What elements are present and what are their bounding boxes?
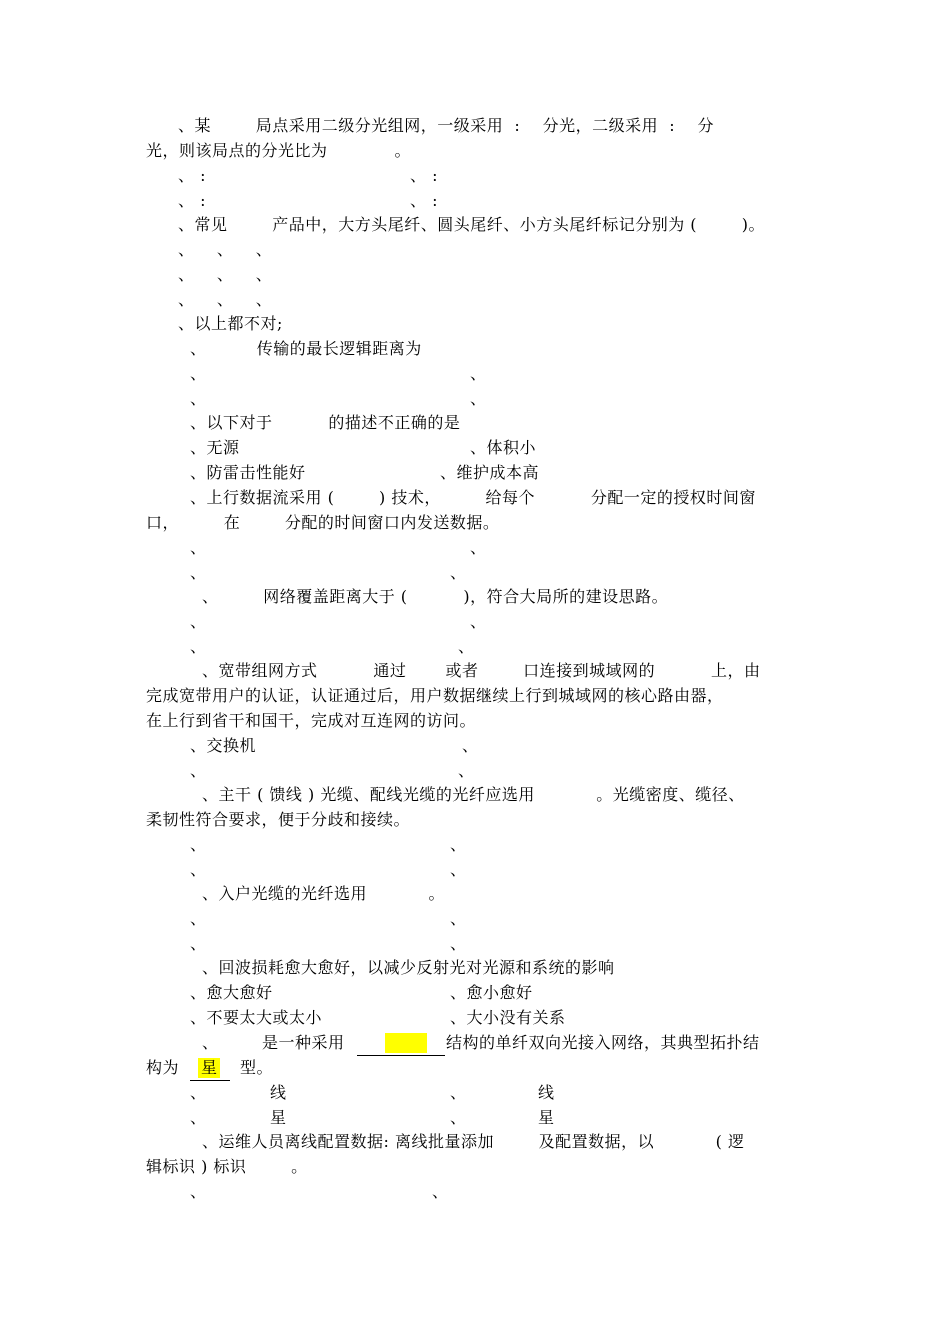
answer-blank <box>357 1055 445 1056</box>
q-line: 光，则该局点的分光比为 。 <box>146 141 412 160</box>
option: 、 <box>190 909 207 928</box>
q-line: 在上行到省干和国干，完成对互连网的访问。 <box>146 711 477 730</box>
q-line: 辑标识 ) 标识 。 <box>146 1157 308 1176</box>
option: 、 <box>190 835 207 854</box>
q-line: 、运维人员离线配置数据: 离线批量添加 及配置数据，以 ( 逻 <box>202 1132 745 1151</box>
q-text: 是一种采用 <box>262 1033 345 1052</box>
option: 、愈小愈好 <box>450 983 533 1002</box>
option: 线 <box>538 1083 555 1102</box>
option: 、 : <box>178 191 206 210</box>
option: 线 <box>270 1083 287 1102</box>
option: 、 <box>470 538 487 557</box>
option: 、 <box>470 364 487 383</box>
option: 、 : <box>410 191 438 210</box>
option: 、 : <box>178 166 206 185</box>
option: 、 <box>462 736 479 755</box>
option: 、不要太大或太小 <box>190 1008 323 1027</box>
option: 、 <box>190 1182 207 1201</box>
q-prefix: 、 <box>202 1033 219 1052</box>
q-line: 、上行数据流采用 ( ) 技术， 给每个 分配一定的授权时间窗 <box>190 488 756 507</box>
option: 、愈大愈好 <box>190 983 273 1002</box>
option: 、 <box>190 860 207 879</box>
option: 、 <box>190 637 207 656</box>
q-line: 柔韧性符合要求，便于分歧和接续。 <box>146 810 411 829</box>
option: 、 <box>190 389 207 408</box>
option: 星 <box>538 1108 555 1127</box>
option: 、 <box>450 1108 467 1127</box>
option: 、无源 <box>190 438 240 457</box>
q-line: 型。 <box>240 1058 274 1077</box>
option: 、 <box>190 612 207 631</box>
q-line: 、宽带组网方式 通过 或者 口连接到城域网的 上，由 <box>202 661 761 680</box>
option: 、 <box>190 934 207 953</box>
option: 、 <box>450 1083 467 1102</box>
option: 、维护成本高 <box>440 463 540 482</box>
option: 、 <box>450 860 467 879</box>
option: 、 、 、 <box>178 265 273 284</box>
q-line: 、入户光缆的光纤选用 。 <box>202 884 445 903</box>
option: 、 : <box>410 166 438 185</box>
option: 、 <box>458 637 475 656</box>
option: 星 <box>270 1108 287 1127</box>
option: 、 <box>458 761 475 780</box>
option: 、 、 、 <box>178 290 273 309</box>
q-line: 、以下对于 的描述不正确的是 <box>190 413 461 432</box>
option: 、 <box>190 364 207 383</box>
option: 、防雷击性能好 <box>190 463 306 482</box>
option: 、 <box>190 761 207 780</box>
q-line: 、常见 产品中，大方头尾纤、圆头尾纤、小方头尾纤标记分别为 ( )。 <box>178 215 765 234</box>
option: 、体积小 <box>470 438 537 457</box>
option: 、 <box>190 1108 207 1127</box>
option: 、 <box>450 934 467 953</box>
option: 、 <box>450 909 467 928</box>
q-line: 、 网络覆盖距离大于 ( )，符合大局所的建设思路。 <box>202 587 669 606</box>
answer-highlight <box>385 1033 427 1053</box>
option: 、 、 、 <box>178 240 273 259</box>
q-line: 、 传输的最长逻辑距离为 <box>190 339 422 358</box>
option: 、 <box>190 563 207 582</box>
q-line: 构为 <box>146 1058 180 1077</box>
option: 、 <box>190 1083 207 1102</box>
option: 、 <box>190 538 207 557</box>
option: 、 <box>470 612 487 631</box>
option: 、交换机 <box>190 736 257 755</box>
q-text: 结构的单纤双向光接入网络，其典型拓扑结 <box>446 1033 760 1052</box>
q-line: 口， 在 分配的时间窗口内发送数据。 <box>146 513 500 532</box>
q-line: 、某 局点采用二级分光组网，一级采用 : 分光，二级采用 : 分 <box>178 116 715 135</box>
option: 、大小没有关系 <box>450 1008 566 1027</box>
answer-blank <box>190 1080 230 1081</box>
q-line: 、主干 ( 馈线 ) 光缆、配线光缆的光纤应选用 。光缆密度、缆径、 <box>202 785 745 804</box>
q-line: 、回波损耗愈大愈好，以减少反射光对光源和系统的影响 <box>202 958 615 977</box>
filled-answer: 星 <box>201 1058 218 1077</box>
option: 、 <box>450 563 467 582</box>
q-line: 完成宽带用户的认证，认证通过后，用户数据继续上行到城域网的核心路由器， <box>146 686 724 705</box>
option: 、 <box>432 1182 449 1201</box>
option: 、 <box>470 389 487 408</box>
option: 、以上都不对; <box>178 314 283 333</box>
option: 、 <box>450 835 467 854</box>
